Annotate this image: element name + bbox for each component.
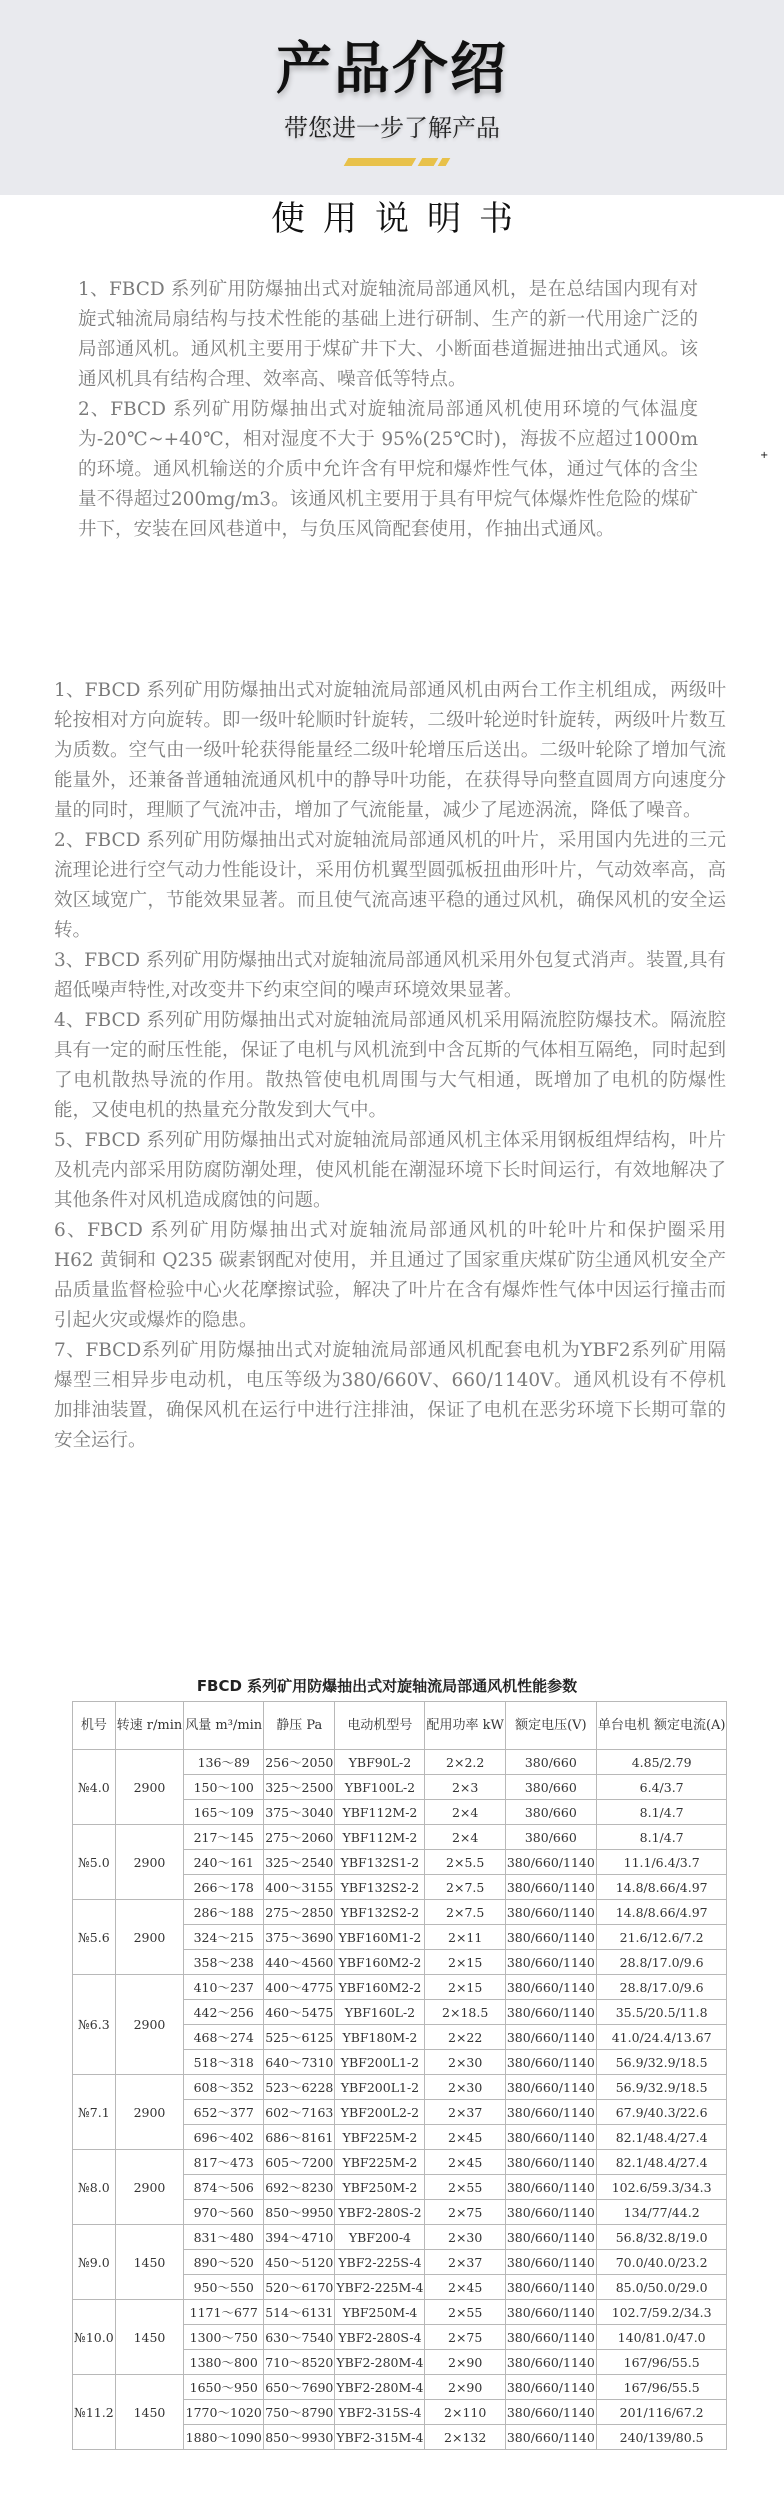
cell-static-pressure: 400～3155 [264,1875,335,1900]
cell-current: 8.1/4.7 [596,1825,727,1850]
header-speed: 转速 r/min [115,1702,184,1750]
cell-airflow: 324～215 [184,1925,264,1950]
cell-current: 4.85/2.79 [596,1750,727,1775]
cell-power: 2×30 [425,2050,505,2075]
cell-current: 28.8/17.0/9.6 [596,1975,727,2000]
cell-airflow: 410～237 [184,1975,264,2000]
cell-power: 2×37 [425,2250,505,2275]
cell-current: 85.0/50.0/29.0 [596,2275,727,2300]
cell-motor-model: YBF2-280S-2 [335,2200,425,2225]
cell-voltage: 380/660/1140 [505,1900,596,1925]
header-static-pressure: 静压 Pa [264,1702,335,1750]
cell-motor-model: YBF200-4 [335,2225,425,2250]
table-body [73,1750,727,2450]
table-row [73,1975,727,2000]
cell-static-pressure: 440～4560 [264,1950,335,1975]
cell-current: 134/77/44.2 [596,2200,727,2225]
cell-model: №5.0 [73,1825,116,1900]
cell-power: 2×110 [425,2400,505,2425]
header-voltage: 额定电压(V) [505,1702,596,1750]
cell-motor-model: YBF200L1-2 [335,2050,425,2075]
cell-motor-model: YBF90L-2 [335,1750,425,1775]
header-airflow: 风量 m³/min [184,1702,264,1750]
feature-paragraph-2: 2、FBCD 系列矿用防爆抽出式对旋轴流局部通风机的叶片，采用国内先进的三元流理论进行空气动力性能设计，采用仿机翼型圆弧板扭曲形叶片，气动效率高，高效区域宽广，节能效果显著。而且使气流高速平稳的通过风机，确保风机的安全运转。 [54,830,726,941]
cell-static-pressure: 325～2540 [264,1850,335,1875]
cell-speed: 2900 [115,2150,184,2225]
cell-speed: 2900 [115,1750,184,1825]
feature-paragraph-5: 5、FBCD 系列矿用防爆抽出式对旋轴流局部通风机主体采用钢板组焊结构，叶片及机壳内部采用防腐防潮处理，使风机能在潮湿环境下长时间运行，有效地解决了其他条件对风机造成腐蚀的问题。 [54,1130,726,1211]
cell-static-pressure: 450～5120 [264,2250,335,2275]
cell-airflow: 1770～1020 [184,2400,264,2425]
cell-airflow: 165～109 [184,1800,264,1825]
cell-motor-model: YBF180M-2 [335,2025,425,2050]
crosshair-icon: + [760,450,769,461]
cell-voltage: 380/660/1140 [505,2050,596,2075]
cell-airflow: 240～161 [184,1850,264,1875]
cell-power: 2×7.5 [425,1875,505,1900]
cell-static-pressure: 275～2060 [264,1825,335,1850]
accent-bar [342,158,452,166]
table-row [73,2225,727,2250]
cell-voltage: 380/660/1140 [505,2225,596,2250]
cell-current: 167/96/55.5 [596,2350,727,2375]
cell-airflow: 518～318 [184,2050,264,2075]
hero-title: 产品介绍 [276,37,508,102]
cell-power: 2×5.5 [425,1850,505,1875]
cell-airflow: 266～178 [184,1875,264,1900]
cell-power: 2×7.5 [425,1900,505,1925]
cell-airflow: 217～145 [184,1825,264,1850]
features-section [54,676,726,1456]
table-row [73,2300,727,2325]
cell-voltage: 380/660/1140 [505,2100,596,2125]
cell-current: 201/116/67.2 [596,2400,727,2425]
cell-airflow: 950～550 [184,2275,264,2300]
cell-power: 2×55 [425,2300,505,2325]
cell-voltage: 380/660/1140 [505,2250,596,2275]
cell-airflow: 1880～1090 [184,2425,264,2450]
cell-static-pressure: 275～2850 [264,1900,335,1925]
cell-model: №6.3 [73,1975,116,2075]
cell-motor-model: YBF2-280M-4 [335,2350,425,2375]
cell-static-pressure: 710～8520 [264,2350,335,2375]
cell-airflow: 890～520 [184,2250,264,2275]
cell-airflow: 696～402 [184,2125,264,2150]
cell-current: 56.9/32.9/18.5 [596,2075,727,2100]
cell-model: №7.1 [73,2075,116,2150]
cell-static-pressure: 394～4710 [264,2225,335,2250]
cell-current: 28.8/17.0/9.6 [596,1950,727,1975]
cell-voltage: 380/660/1140 [505,1850,596,1875]
cell-static-pressure: 256～2050 [264,1750,335,1775]
cell-power: 2×11 [425,1925,505,1950]
cell-voltage: 380/660 [505,1825,596,1850]
cell-current: 82.1/48.4/27.4 [596,2150,727,2175]
cell-model: №11.2 [73,2375,116,2450]
cell-motor-model: YBF132S2-2 [335,1900,425,1925]
cell-motor-model: YBF225M-2 [335,2125,425,2150]
cell-static-pressure: 400～4775 [264,1975,335,2000]
cell-motor-model: YBF250M-4 [335,2300,425,2325]
cell-current: 56.8/32.8/19.0 [596,2225,727,2250]
cell-static-pressure: 325～2500 [264,1775,335,1800]
cell-speed: 1450 [115,2375,184,2450]
cell-motor-model: YBF200L2-2 [335,2100,425,2125]
cell-static-pressure: 375～3690 [264,1925,335,1950]
cell-power: 2×45 [425,2275,505,2300]
cell-power: 2×55 [425,2175,505,2200]
cell-power: 2×2.2 [425,1750,505,1775]
cell-current: 82.1/48.4/27.4 [596,2125,727,2150]
feature-paragraph-6: 6、FBCD 系列矿用防爆抽出式对旋轴流局部通风机的叶轮叶片和保护圈采用 H62 黄铜和 Q235 碳素钢配对使用，并且通过了国家重庆煤矿防尘通风机安全产品质量监督检验中心火花摩擦试验，解决了叶片在含有爆炸性气体中因运行撞击而引起火灾或爆炸的隐患。 [54,1220,726,1331]
cell-static-pressure: 630～7540 [264,2325,335,2350]
feature-paragraph-1: 1、FBCD 系列矿用防爆抽出式对旋轴流局部通风机由两台工作主机组成，两级叶轮按相对方向旋转。即一级叶轮顺时针旋转，二级叶轮逆时针旋转，两级叶片数互为质数。空气由一级叶轮获得能量经二级叶轮增压后送出。二级叶轮除了增加气流能量外，还兼备普通轴流通风机中的静导叶功能，在获得导向整直圆周方向速度分量的同时，理顺了气流冲击，增加了气流能量，减少了尾迹涡流，降低了噪音。 [54,680,726,821]
cell-airflow: 1650～950 [184,2375,264,2400]
cell-voltage: 380/660/1140 [505,2075,596,2100]
cell-motor-model: YBF225M-2 [335,2150,425,2175]
cell-voltage: 380/660/1140 [505,2300,596,2325]
cell-power: 2×90 [425,2350,505,2375]
cell-motor-model: YBF2-225S-4 [335,2250,425,2275]
cell-voltage: 380/660/1140 [505,2150,596,2175]
cell-voltage: 380/660/1140 [505,1975,596,2000]
cell-voltage: 380/660/1140 [505,2125,596,2150]
cell-current: 102.7/59.2/34.3 [596,2300,727,2325]
cell-static-pressure: 520～6170 [264,2275,335,2300]
header-current: 单台电机 额定电流(A) [596,1702,727,1750]
cell-airflow: 136～89 [184,1750,264,1775]
table-row [73,2150,727,2175]
cell-power: 2×30 [425,2225,505,2250]
cell-static-pressure: 686～8161 [264,2125,335,2150]
cell-motor-model: YBF250M-2 [335,2175,425,2200]
cell-voltage: 380/660 [505,1750,596,1775]
cell-static-pressure: 525～6125 [264,2025,335,2050]
cell-static-pressure: 750～8790 [264,2400,335,2425]
feature-paragraph-7: 7、FBCD系列矿用防爆抽出式对旋轴流局部通风机配套电机为YBF2系列矿用隔爆型三相异步电动机，电压等级为380/660V、660/1140V。通风机设有不停机加排油装置，确保风机在运行中进行注排油，保证了电机在恶劣环境下长期可靠的安全运行。 [54,1340,726,1451]
cell-current: 240/139/80.5 [596,2425,727,2450]
cell-motor-model: YBF200L1-2 [335,2075,425,2100]
table-row [73,1750,727,1775]
cell-airflow: 652～377 [184,2100,264,2125]
cell-static-pressure: 375～3040 [264,1800,335,1825]
cell-power: 2×15 [425,1975,505,2000]
cell-static-pressure: 692～8230 [264,2175,335,2200]
cell-airflow: 442～256 [184,2000,264,2025]
cell-airflow: 831～480 [184,2225,264,2250]
cell-voltage: 380/660/1140 [505,2375,596,2400]
cell-power: 2×18.5 [425,2000,505,2025]
cell-voltage: 380/660 [505,1775,596,1800]
cell-current: 8.1/4.7 [596,1800,727,1825]
cell-motor-model: YBF160L-2 [335,2000,425,2025]
cell-voltage: 380/660/1140 [505,1875,596,1900]
table-row [73,1900,727,1925]
cell-model: №10.0 [73,2300,116,2375]
cell-airflow: 817～473 [184,2150,264,2175]
intro-section [78,275,698,545]
cell-motor-model: YBF160M2-2 [335,1975,425,2000]
cell-power: 2×4 [425,1825,505,1850]
cell-airflow: 1300～750 [184,2325,264,2350]
cell-motor-model: YBF2-315S-4 [335,2400,425,2425]
cell-motor-model: YBF112M-2 [335,1825,425,1850]
cell-motor-model: YBF112M-2 [335,1800,425,1825]
feature-paragraph-3: 3、FBCD 系列矿用防爆抽出式对旋轴流局部通风机采用外包复式消声。装置,具有超低噪声特性,对改变井下约束空间的噪声环境效果显著。 [54,950,726,1001]
table-row [73,1825,727,1850]
cell-static-pressure: 640～7310 [264,2050,335,2075]
cell-power: 2×45 [425,2125,505,2150]
cell-current: 14.8/8.66/4.97 [596,1875,727,1900]
cell-current: 6.4/3.7 [596,1775,727,1800]
cell-model: №8.0 [73,2150,116,2225]
table-title: FBCD 系列矿用防爆抽出式对旋轴流局部通风机性能参数 [196,1677,578,1695]
cell-model: №9.0 [73,2225,116,2300]
cell-static-pressure: 602～7163 [264,2100,335,2125]
cell-power: 2×30 [425,2075,505,2100]
cell-voltage: 380/660/1140 [505,2200,596,2225]
cell-voltage: 380/660/1140 [505,2425,596,2450]
cell-static-pressure: 850～9950 [264,2200,335,2225]
table-row [73,2075,727,2100]
cell-airflow: 608～352 [184,2075,264,2100]
cell-power: 2×132 [425,2425,505,2450]
cell-airflow: 970～560 [184,2200,264,2225]
cell-current: 11.1/6.4/3.7 [596,1850,727,1875]
cell-motor-model: YBF100L-2 [335,1775,425,1800]
cell-motor-model: YBF2-225M-4 [335,2275,425,2300]
cell-model: №5.6 [73,1900,116,1975]
cell-power: 2×22 [425,2025,505,2050]
cell-current: 14.8/8.66/4.97 [596,1900,727,1925]
cell-static-pressure: 650～7690 [264,2375,335,2400]
cell-motor-model: YBF2-315M-4 [335,2425,425,2450]
cell-motor-model: YBF132S2-2 [335,1875,425,1900]
cell-static-pressure: 460～5475 [264,2000,335,2025]
cell-motor-model: YBF2-280M-4 [335,2375,425,2400]
cell-power: 2×75 [425,2325,505,2350]
cell-current: 41.0/24.4/13.67 [596,2025,727,2050]
cell-airflow: 1171～677 [184,2300,264,2325]
intro-paragraph-1: 1、FBCD 系列矿用防爆抽出式对旋轴流局部通风机，是在总结国内现有对旋式轴流局扇结构与技术性能的基础上进行研制、生产的新一代用途广泛的局部通风机。通风机主要用于煤矿井下大、小断面巷道掘进抽出式通风。该通风机具有结构合理、效率高、噪音低等特点。 [78,279,698,390]
cell-static-pressure: 605～7200 [264,2150,335,2175]
cell-motor-model: YBF132S1-2 [335,1850,425,1875]
cell-airflow: 1380～800 [184,2350,264,2375]
cell-power: 2×90 [425,2375,505,2400]
cell-current: 70.0/40.0/23.2 [596,2250,727,2275]
cell-power: 2×37 [425,2100,505,2125]
cell-static-pressure: 850～9930 [264,2425,335,2450]
cell-current: 56.9/32.9/18.5 [596,2050,727,2075]
cell-voltage: 380/660 [505,1800,596,1825]
cell-model: №4.0 [73,1750,116,1825]
cell-current: 35.5/20.5/11.8 [596,2000,727,2025]
cell-current: 167/96/55.5 [596,2375,727,2400]
cell-voltage: 380/660/1140 [505,2275,596,2300]
cell-speed: 2900 [115,1975,184,2075]
cell-power: 2×3 [425,1775,505,1800]
feature-paragraph-4: 4、FBCD 系列矿用防爆抽出式对旋轴流局部通风机采用隔流腔防爆技术。隔流腔具有一定的耐压性能，保证了电机与风机流到中含瓦斯的气体相互隔绝，同时起到了电机散热导流的作用。散热管使电机周围与大气相通，既增加了电机的防爆性能，又使电机的热量充分散发到大气中。 [54,1010,726,1121]
cell-airflow: 468～274 [184,2025,264,2050]
cell-motor-model: YBF2-280S-4 [335,2325,425,2350]
cell-speed: 1450 [115,2225,184,2300]
performance-table [72,1701,727,2450]
table-row [73,2375,727,2400]
cell-voltage: 380/660/1140 [505,1925,596,1950]
hero-banner [0,0,784,195]
cell-speed: 2900 [115,2075,184,2150]
intro-paragraph-2: 2、FBCD 系列矿用防爆抽出式对旋轴流局部通风机使用环境的气体温度为-20℃~+40℃，相对湿度不大于 95%(25℃时)，海拔不应超过1000m的环境。通风机输送的介质中允许含有甲烷和爆炸性气体，通过气体的含尘量不得超过200mg/m3。该通风机主要用于具有甲烷气体爆炸性危险的煤矿井下，安装在回风巷道中，与负压风筒配套使用，作抽出式通风。 [78,399,698,540]
cell-airflow: 874～506 [184,2175,264,2200]
cell-voltage: 380/660/1140 [505,2350,596,2375]
header-model: 机号 [73,1702,116,1750]
cell-motor-model: YBF160M2-2 [335,1950,425,1975]
cell-current: 102.6/59.3/34.3 [596,2175,727,2200]
cell-motor-model: YBF160M1-2 [335,1925,425,1950]
cell-static-pressure: 514～6131 [264,2300,335,2325]
cell-airflow: 358～238 [184,1950,264,1975]
header-power: 配用功率 kW [425,1702,505,1750]
cell-airflow: 150～100 [184,1775,264,1800]
cell-voltage: 380/660/1140 [505,2025,596,2050]
table-header-row [73,1702,727,1750]
manual-title: 使用说明书 [271,199,531,239]
cell-current: 67.9/40.3/22.6 [596,2100,727,2125]
cell-voltage: 380/660/1140 [505,2325,596,2350]
cell-current: 140/81.0/47.0 [596,2325,727,2350]
cell-voltage: 380/660/1140 [505,1950,596,1975]
cell-airflow: 286～188 [184,1900,264,1925]
cell-power: 2×15 [425,1950,505,1975]
cell-speed: 1450 [115,2300,184,2375]
cell-speed: 2900 [115,1900,184,1975]
cell-static-pressure: 523～6228 [264,2075,335,2100]
cell-power: 2×4 [425,1800,505,1825]
hero-subtitle: 带您进一步了解产品 [284,114,500,142]
cell-voltage: 380/660/1140 [505,2175,596,2200]
cell-speed: 2900 [115,1825,184,1900]
cell-current: 21.6/12.6/7.2 [596,1925,727,1950]
cell-voltage: 380/660/1140 [505,2400,596,2425]
header-motor-model: 电动机型号 [335,1702,425,1750]
cell-power: 2×45 [425,2150,505,2175]
cell-power: 2×75 [425,2200,505,2225]
cell-voltage: 380/660/1140 [505,2000,596,2025]
